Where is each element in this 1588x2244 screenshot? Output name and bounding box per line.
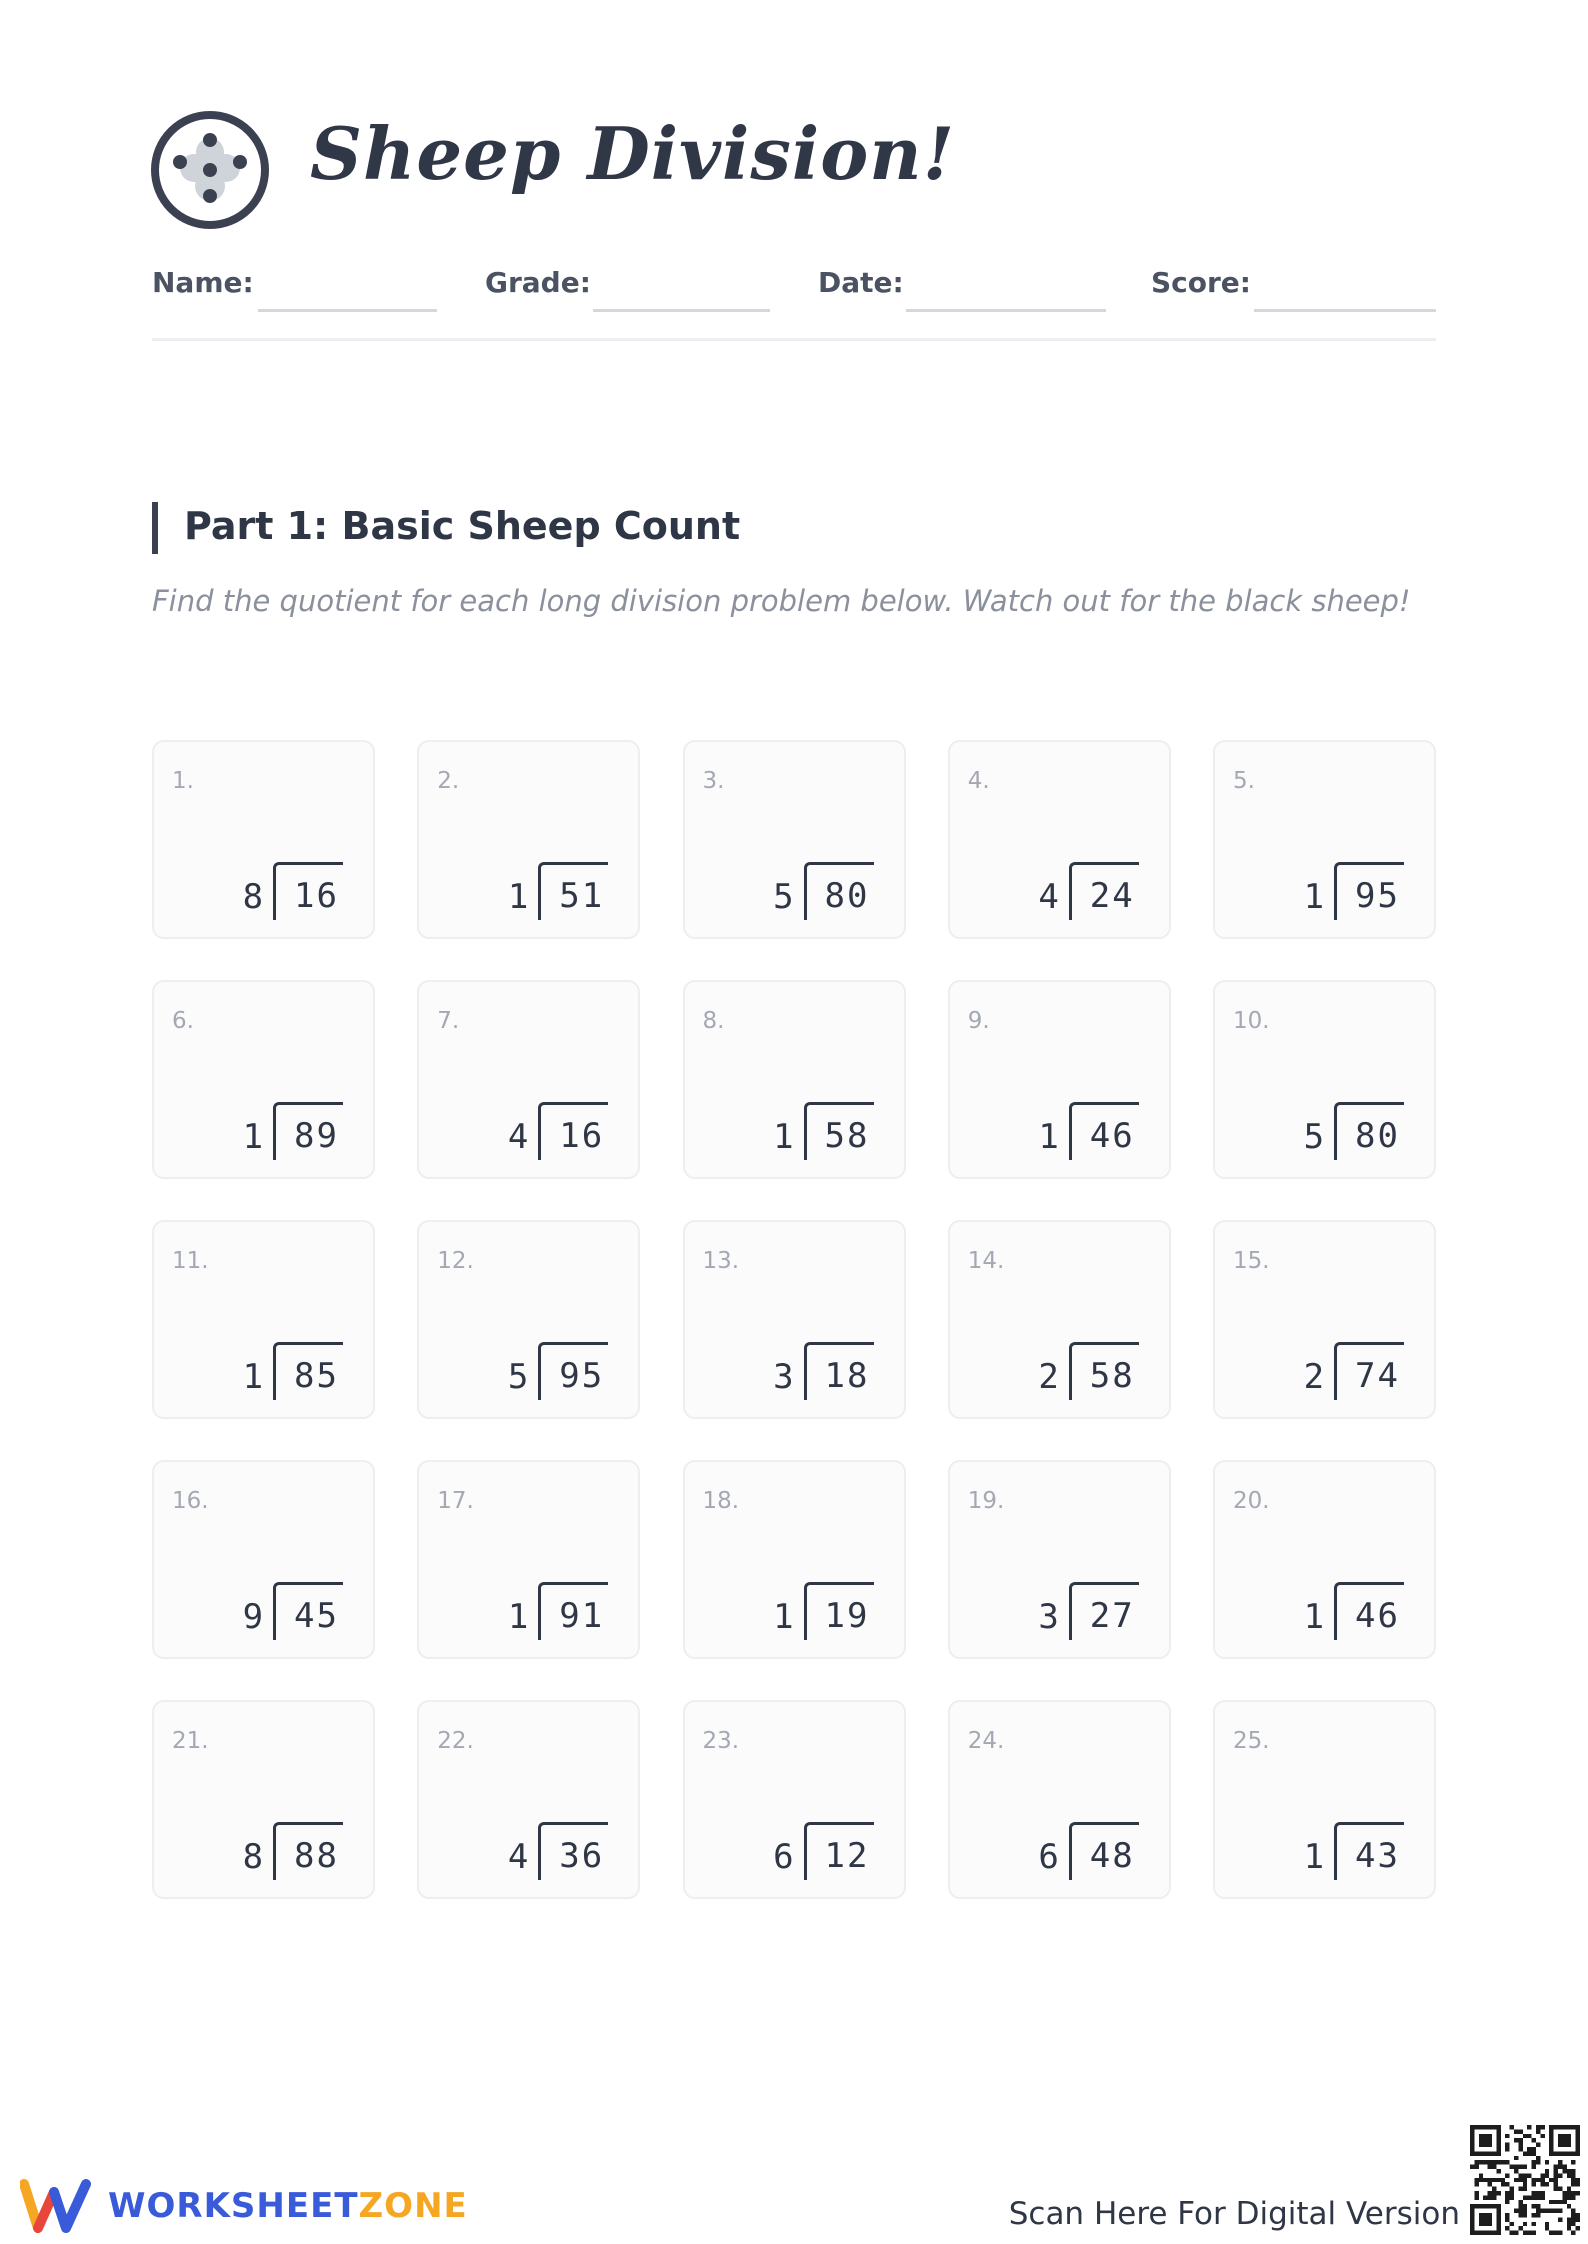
divisor: 1 [1303, 1597, 1325, 1637]
problem-number: 12. [437, 1248, 474, 1274]
dividend: 95 [1355, 876, 1400, 916]
division-bracket [804, 1822, 874, 1880]
problem-card [683, 740, 906, 939]
dividend: 27 [1089, 1596, 1135, 1636]
division-bracket [1334, 1102, 1404, 1160]
dividend: 95 [559, 1356, 605, 1396]
problem-card [948, 1220, 1171, 1419]
score-label: Score: [1151, 266, 1251, 299]
long-division-problem [508, 1818, 608, 1880]
long-division-problem [243, 858, 343, 920]
problem-card [152, 740, 375, 939]
long-division-problem [1304, 1098, 1404, 1160]
long-division-problem [508, 1338, 608, 1400]
long-division-problem [773, 858, 873, 920]
grade-blank-line[interactable] [593, 309, 770, 312]
problem-number: 7. [437, 1008, 460, 1034]
dividend: 88 [294, 1836, 339, 1876]
dividend: 89 [294, 1116, 339, 1156]
problem-card [152, 1460, 375, 1659]
long-division-problem [1038, 1818, 1138, 1880]
division-bracket [1069, 1342, 1139, 1400]
divisor: 8 [242, 877, 264, 917]
dividend: 58 [824, 1116, 870, 1156]
problem-number: 17. [437, 1488, 474, 1514]
problem-number: 9. [967, 1008, 990, 1034]
problem-number: 1. [172, 768, 194, 794]
divisor: 1 [242, 1357, 264, 1397]
brand-name-part1: WORKSHEET [108, 2186, 359, 2226]
problem-number: 22. [437, 1728, 474, 1754]
divisor: 8 [242, 1837, 264, 1877]
division-bracket [1069, 1822, 1139, 1880]
division-bracket [804, 1582, 874, 1640]
long-division-problem [508, 1578, 608, 1640]
division-bracket [1069, 862, 1139, 920]
dividend: 12 [824, 1836, 870, 1876]
problem-number: 11. [172, 1248, 209, 1274]
dividend: 43 [1355, 1836, 1400, 1876]
date-label: Date: [818, 266, 904, 299]
division-bracket [273, 1102, 343, 1160]
scan-instruction: Scan Here For Digital Version [1008, 2196, 1460, 2232]
long-division-problem [1038, 1578, 1138, 1640]
division-bracket [804, 1102, 874, 1160]
long-division-problem [1304, 858, 1404, 920]
problem-grid [152, 740, 1436, 1899]
worksheetzone-logo-icon [20, 2178, 92, 2234]
long-division-problem [1304, 1338, 1404, 1400]
problem-number: 25. [1233, 1728, 1270, 1754]
problem-number: 6. [172, 1008, 194, 1034]
problem-card [948, 980, 1171, 1179]
dividend: 45 [294, 1596, 339, 1636]
problem-card [948, 740, 1171, 939]
problem-number: 3. [702, 768, 725, 794]
dividend: 58 [1089, 1356, 1135, 1396]
division-bracket [538, 1102, 608, 1160]
page-title: Sheep Division! [310, 111, 956, 196]
division-bracket [1069, 1582, 1139, 1640]
division-bracket [1334, 1582, 1404, 1640]
problem-number: 19. [967, 1488, 1005, 1514]
division-bracket [538, 1582, 608, 1640]
student-info-fields [152, 262, 1436, 322]
dividend: 48 [1089, 1836, 1135, 1876]
problem-number: 21. [172, 1728, 209, 1754]
problem-card [417, 740, 640, 939]
long-division-problem [1304, 1818, 1404, 1880]
problem-number: 8. [702, 1008, 725, 1034]
grade-field [485, 262, 770, 312]
divisor: 4 [507, 1117, 529, 1157]
problem-card [1213, 740, 1436, 939]
long-division-problem [773, 1578, 873, 1640]
divisor: 1 [507, 1597, 529, 1637]
section-title: Part 1: Basic Sheep Count [184, 504, 741, 548]
date-blank-line[interactable] [906, 309, 1106, 312]
dividend: 80 [1355, 1116, 1400, 1156]
problem-card [1213, 980, 1436, 1179]
dividend: 24 [1089, 876, 1135, 916]
name-label: Name: [152, 266, 254, 299]
long-division-problem [1304, 1578, 1404, 1640]
problem-number: 18. [702, 1488, 740, 1514]
long-division-problem [1038, 1338, 1138, 1400]
dividend: 16 [294, 876, 339, 916]
problem-card [683, 980, 906, 1179]
problem-card [417, 1700, 640, 1899]
long-division-problem [243, 1578, 343, 1640]
divisor: 1 [1303, 877, 1325, 917]
dividend: 36 [559, 1836, 605, 1876]
problem-card [417, 980, 640, 1179]
problem-card [1213, 1460, 1436, 1659]
header-divider [152, 338, 1436, 341]
divisor: 1 [773, 1117, 794, 1157]
problem-number: 15. [1233, 1248, 1270, 1274]
worksheetzone-brand [20, 2178, 468, 2234]
dividend: 74 [1355, 1356, 1400, 1396]
divisor: 1 [507, 877, 529, 917]
problem-number: 23. [702, 1728, 740, 1754]
section-instructions: Find the quotient for each long division problem below. Watch out for the black sheep! [152, 584, 1411, 618]
date-field [818, 262, 1106, 312]
divisor: 5 [507, 1357, 529, 1397]
long-division-problem [773, 1098, 873, 1160]
division-bracket [538, 862, 608, 920]
division-bracket [273, 1822, 343, 1880]
name-blank-line[interactable] [258, 309, 437, 312]
problem-number: 24. [967, 1728, 1005, 1754]
problem-card [417, 1460, 640, 1659]
dividend: 46 [1355, 1596, 1400, 1636]
problem-card [948, 1700, 1171, 1899]
problem-number: 13. [702, 1248, 740, 1274]
division-bracket [273, 1582, 343, 1640]
long-division-problem [773, 1818, 873, 1880]
divisor: 4 [507, 1837, 529, 1877]
division-bracket [273, 1342, 343, 1400]
grade-label: Grade: [485, 266, 591, 299]
dividend: 80 [824, 876, 870, 916]
long-division-problem [243, 1098, 343, 1160]
long-division-problem [773, 1338, 873, 1400]
dividend: 91 [559, 1596, 605, 1636]
divisor: 6 [773, 1837, 794, 1877]
problem-card [948, 1460, 1171, 1659]
brand-name-part2: ZONE [358, 2186, 468, 2226]
divisor: 9 [242, 1597, 264, 1637]
division-bracket [538, 1822, 608, 1880]
problem-card [683, 1700, 906, 1899]
score-blank-line[interactable] [1254, 309, 1436, 312]
dividend: 46 [1089, 1116, 1135, 1156]
long-division-problem [243, 1818, 343, 1880]
problem-number: 2. [437, 768, 460, 794]
dividend: 18 [824, 1356, 870, 1396]
name-field [152, 262, 437, 312]
divisor: 2 [1303, 1357, 1325, 1397]
divisor: 3 [773, 1357, 794, 1397]
division-bracket [1069, 1102, 1139, 1160]
divisor: 1 [1038, 1117, 1059, 1157]
problem-number: 10. [1233, 1008, 1270, 1034]
divisor: 3 [1038, 1597, 1059, 1637]
problem-card [152, 1700, 375, 1899]
long-division-problem [1038, 858, 1138, 920]
problem-number: 14. [967, 1248, 1005, 1274]
division-bracket [1334, 862, 1404, 920]
divisor: 2 [1038, 1357, 1059, 1397]
section-accent-bar [152, 502, 158, 554]
problem-number: 4. [967, 768, 990, 794]
problem-card [152, 980, 375, 1179]
divisor: 1 [1303, 1837, 1325, 1877]
divisor: 1 [773, 1597, 794, 1637]
dividend: 16 [559, 1116, 605, 1156]
divisor: 5 [773, 877, 794, 917]
division-bracket [273, 862, 343, 920]
long-division-problem [243, 1338, 343, 1400]
problem-card [417, 1220, 640, 1419]
division-bracket [1334, 1342, 1404, 1400]
dividend: 51 [559, 876, 605, 916]
long-division-problem [508, 858, 608, 920]
divisor: 1 [242, 1117, 264, 1157]
score-field [1151, 262, 1436, 312]
divisor: 6 [1038, 1837, 1059, 1877]
sheep-icon [150, 110, 270, 230]
problem-number: 5. [1233, 768, 1255, 794]
divisor: 4 [1038, 877, 1059, 917]
long-division-problem [508, 1098, 608, 1160]
qr-code-icon[interactable] [1470, 2125, 1580, 2235]
problem-card [1213, 1220, 1436, 1419]
problem-card [683, 1220, 906, 1419]
division-bracket [804, 862, 874, 920]
divisor: 5 [1303, 1117, 1325, 1157]
problem-number: 20. [1233, 1488, 1270, 1514]
problem-number: 16. [172, 1488, 209, 1514]
division-bracket [804, 1342, 874, 1400]
problem-card [1213, 1700, 1436, 1899]
problem-card [683, 1460, 906, 1659]
long-division-problem [1038, 1098, 1138, 1160]
dividend: 19 [824, 1596, 870, 1636]
dividend: 85 [294, 1356, 339, 1396]
division-bracket [538, 1342, 608, 1400]
problem-card [152, 1220, 375, 1419]
brand-name [108, 2186, 468, 2226]
division-bracket [1334, 1822, 1404, 1880]
